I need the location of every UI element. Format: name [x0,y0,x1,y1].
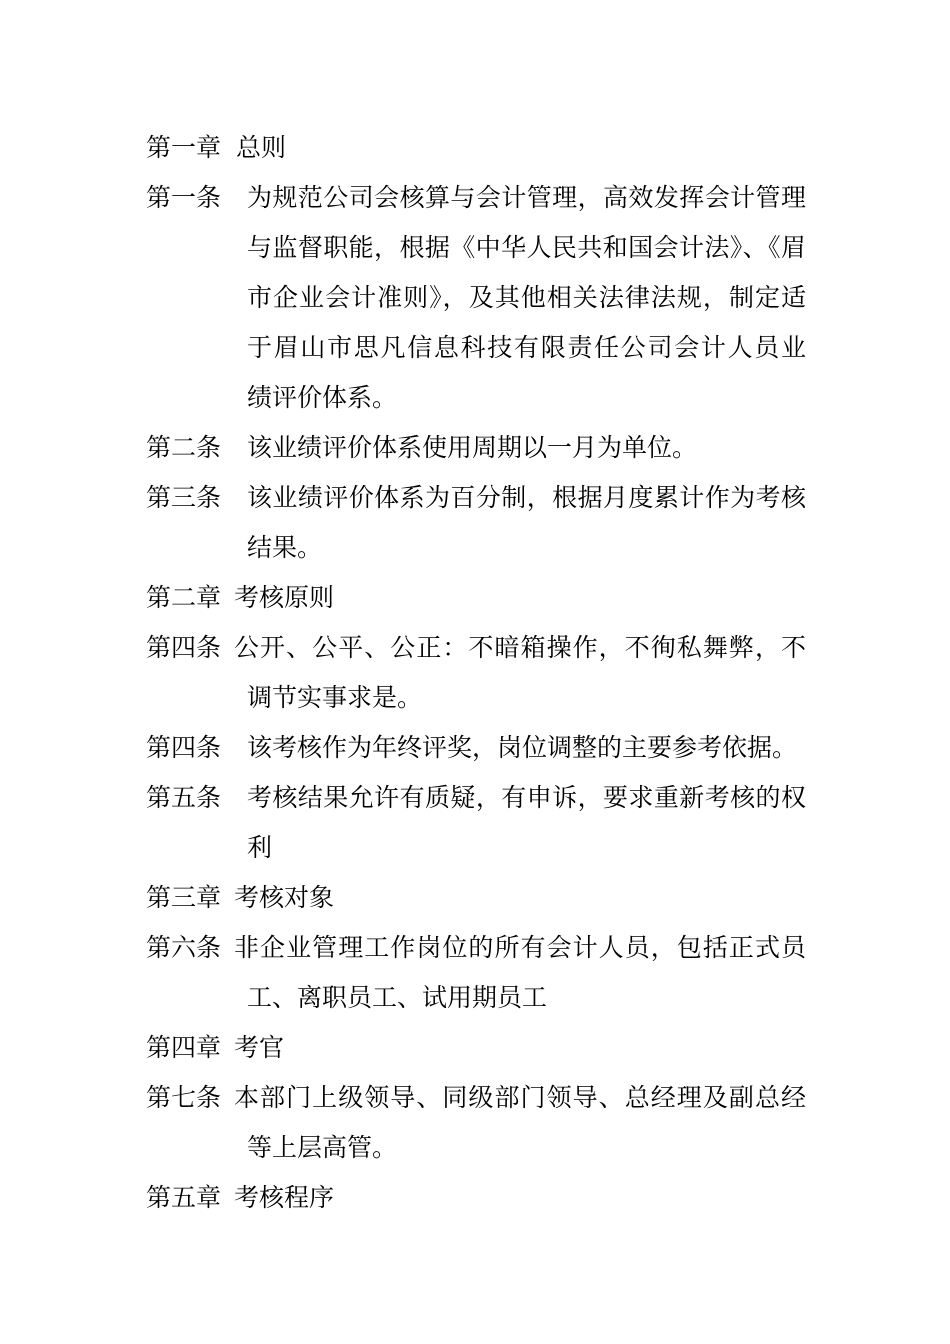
article-continuation [146,381,816,415]
article-line [146,731,816,765]
article-text: 结果。 [247,533,323,562]
article-continuation [146,231,816,265]
article-text: 本部门上级领导、同级部门领导、总经理及副总经 [234,1083,806,1112]
article-text: 与监督职能，根据《中华人民共和国会计法》、《眉 [247,233,806,262]
article-label: 第一条 [146,183,222,212]
chapter-label: 第四章 [146,1033,222,1062]
chapter-label: 第一章 [146,133,222,162]
article-continuation [146,831,816,865]
article-text: 利 [247,833,273,862]
article-text: 等上层高管。 [247,1133,398,1162]
article-line [146,481,816,515]
article-label: 第四条 [146,733,222,762]
article-line [146,181,816,215]
article-label: 第四条 [146,633,222,662]
article-line [146,431,816,465]
article-text: 非企业管理工作岗位的所有会计人员，包括正式员 [234,933,806,962]
article-text: 该业绩评价体系使用周期以一月为单位。 [247,433,698,462]
chapter-label: 第五章 [146,1183,222,1212]
article-continuation [146,981,816,1015]
chapter-heading [146,1031,816,1065]
article-continuation [146,531,816,565]
article-label: 第六条 [146,933,222,962]
article-continuation [146,681,816,715]
article-line [146,781,816,815]
chapter-label: 第二章 [146,583,222,612]
article-label: 第二条 [146,433,222,462]
chapter-title: 考核程序 [234,1183,335,1212]
chapter-title: 总则 [236,133,287,162]
article-text: 考核结果允许有质疑，有申诉，要求重新考核的权 [247,783,806,812]
chapter-heading [146,131,816,165]
article-text: 该业绩评价体系为百分制，根据月度累计作为考核 [247,483,806,512]
article-line [146,631,816,665]
article-text: 工、离职员工、试用期员工 [247,983,548,1012]
article-text: 于眉山市思凡信息科技有限责任公司会计人员业 [247,333,806,362]
article-continuation [146,331,816,365]
chapter-heading [146,1181,816,1215]
article-label: 第七条 [146,1083,222,1112]
article-line [146,1081,816,1115]
chapter-heading [146,581,816,615]
chapter-title: 考核对象 [234,883,335,912]
chapter-title: 考官 [234,1033,285,1062]
article-text: 为规范公司会核算与会计管理，高效发挥会计管理 [247,183,806,212]
article-label: 第三条 [146,483,222,512]
article-label: 第五条 [146,783,222,812]
article-text: 公开、公平、公正：不暗箱操作，不徇私舞弊，不 [234,633,806,662]
article-continuation [146,281,816,315]
article-continuation [146,1131,816,1165]
article-text: 市企业会计准则》，及其他相关法律法规，制定适 [247,283,806,312]
article-text: 调节实事求是。 [247,683,423,712]
chapter-title: 考核原则 [234,583,335,612]
article-line [146,931,816,965]
chapter-heading [146,881,816,915]
article-text: 该考核作为年终评奖，岗位调整的主要参考依据。 [247,733,798,762]
article-text: 绩评价体系。 [247,383,398,412]
chapter-label: 第三章 [146,883,222,912]
